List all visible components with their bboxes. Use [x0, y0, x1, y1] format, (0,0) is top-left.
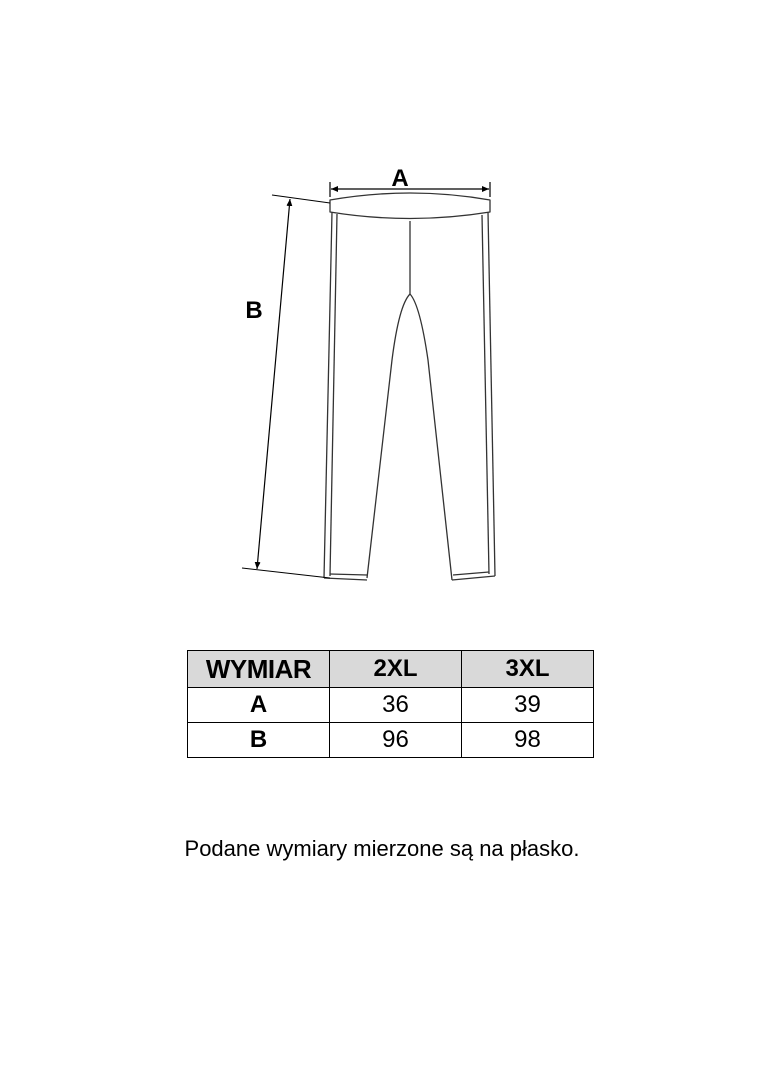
- table-row: [188, 723, 594, 758]
- header-size-3xl: 3XL: [462, 651, 594, 688]
- trousers-outline: [324, 193, 495, 580]
- header-size-2xl: 2XL: [330, 651, 462, 688]
- table-header-row: [188, 651, 594, 688]
- waistband: [330, 193, 490, 219]
- table-row: [188, 688, 594, 723]
- cell-a-2xl: 36: [330, 688, 462, 723]
- dimension-a: [330, 165, 490, 197]
- right-leg-seam: [482, 215, 489, 574]
- cell-b-3xl: 98: [462, 723, 594, 758]
- size-table: [187, 650, 594, 758]
- dimension-a-label: A: [391, 165, 409, 192]
- header-dimension: WYMIAR: [188, 651, 330, 688]
- dimension-b-extension-top: [272, 195, 330, 203]
- cell-a-3xl: 39: [462, 688, 594, 723]
- dimension-b-arrow: [257, 199, 290, 569]
- left-leg-inner: [367, 294, 410, 578]
- dimension-b-label: B: [245, 297, 263, 324]
- cell-b-2xl: 96: [330, 723, 462, 758]
- dimension-b-extension-bottom: [242, 568, 330, 578]
- row-key-a: A: [188, 688, 330, 723]
- right-leg-outer: [488, 212, 495, 576]
- dimension-b: [242, 195, 330, 578]
- row-key-b: B: [188, 723, 330, 758]
- measurement-note: Podane wymiary mierzone są na płasko.: [184, 836, 580, 861]
- right-leg-inner: [410, 294, 452, 580]
